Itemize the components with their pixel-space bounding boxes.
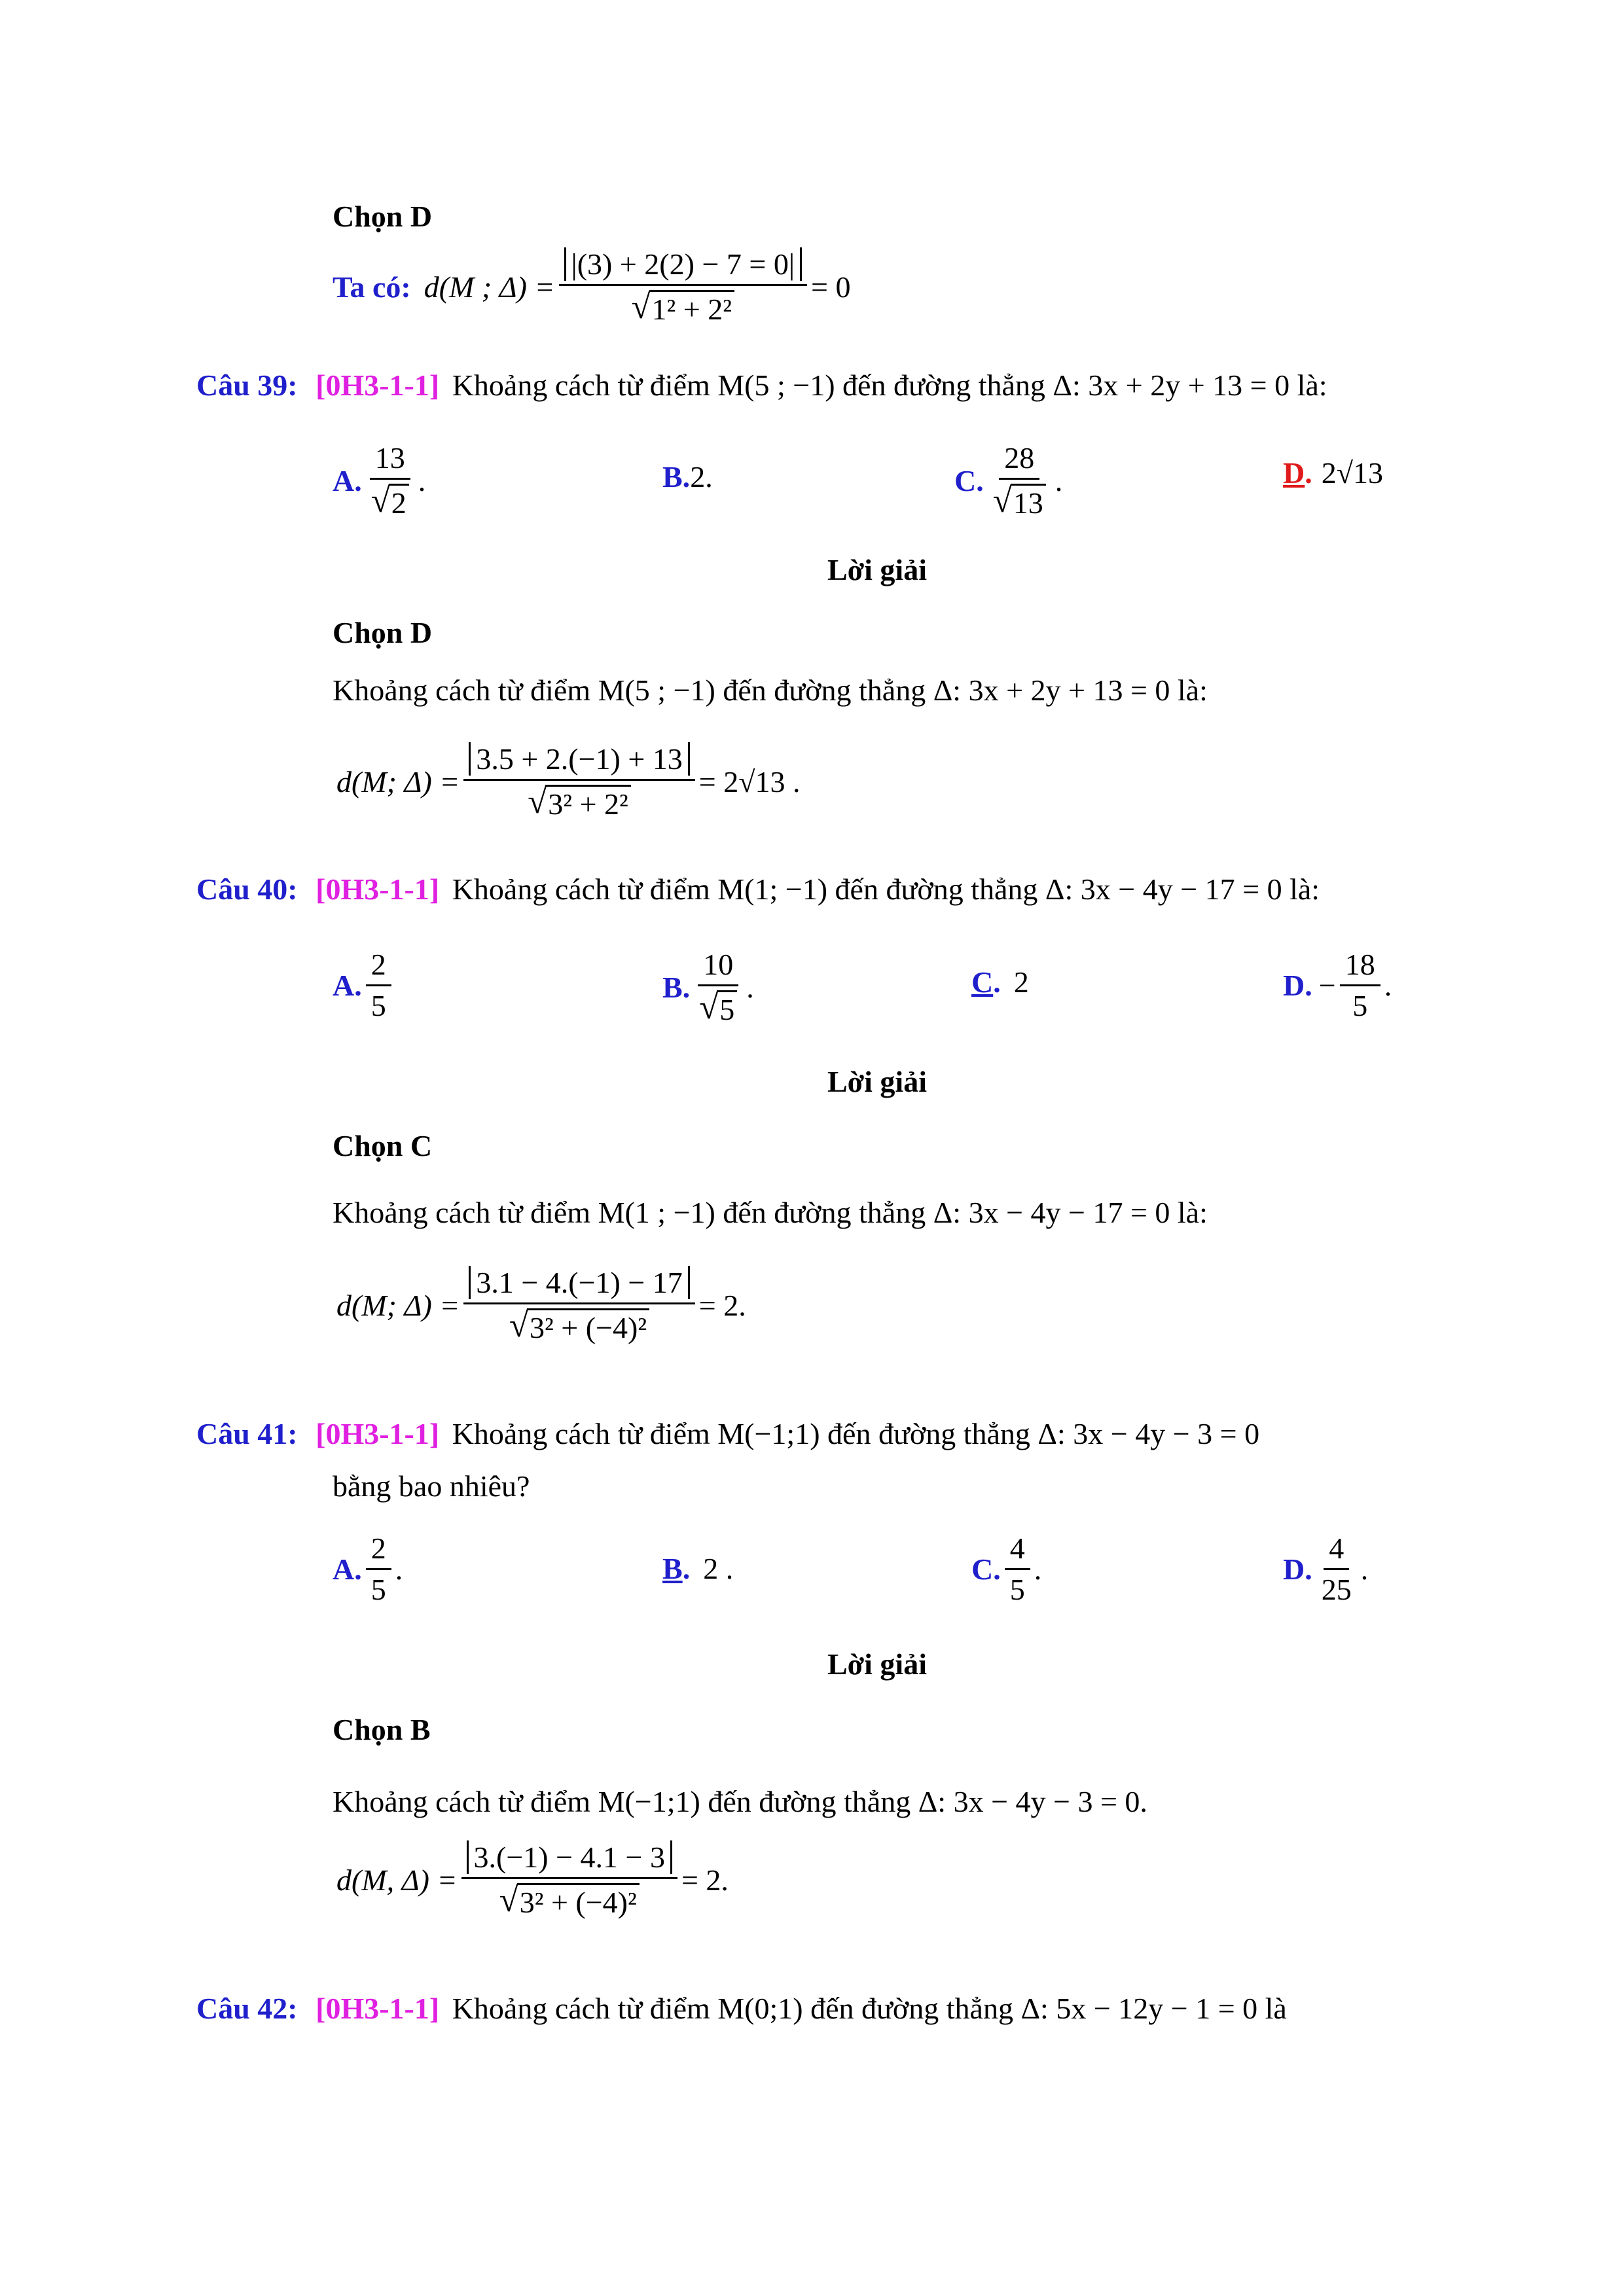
q40-solution-header: Lời giải <box>827 1065 927 1098</box>
q39-lhs: d(M; Δ) = <box>336 765 460 799</box>
q42-number: Câu 42: <box>196 1992 298 2025</box>
q39-text: Khoảng cách từ điểm M(5 ; −1) đến đường thẳng Δ: 3x + 2y + 13 = 0 là: <box>452 368 1327 402</box>
q39-c-den: 13 <box>1011 484 1046 520</box>
q41-b-label: B <box>662 1552 683 1585</box>
q41-option-d: D. $\frac{4}{25}$ . <box>1283 1532 1369 1607</box>
q41-c-den: 5 <box>1009 1573 1025 1607</box>
q39-a-num: 13 <box>370 442 410 480</box>
q40-a-num: 2 <box>366 949 391 986</box>
q41-rhs: = 2. <box>681 1863 729 1897</box>
q40-text: Khoảng cách từ điểm M(1; −1) đến đường thẳng Δ: 3x − 4y − 17 = 0 là: <box>452 872 1320 906</box>
prev-ta-co: Ta có: <box>333 270 411 304</box>
prev-formula <box>333 249 851 327</box>
q41-a-num: 2 <box>366 1533 391 1570</box>
q40-number: Câu 40: <box>196 872 298 906</box>
q41-d-label: D. <box>1283 1552 1312 1586</box>
q39-option-c: C. 28 √ 13 . <box>954 441 1063 520</box>
q41-a-den: 5 <box>370 1573 386 1607</box>
q41-c-num: 4 <box>1005 1533 1030 1570</box>
prev-den: 1² + 2² <box>649 290 735 327</box>
q39-d-val: 2√13 <box>1321 456 1383 490</box>
q39-line <box>196 370 1327 401</box>
q42-text: Khoảng cách từ điểm M(0;1) đến đường thẳng Δ: 5x − 12y − 1 = 0 là <box>452 1992 1287 2025</box>
prev-fraction: |(3) + 2(2) − 7 = 0| √ 1² + 2² <box>559 249 808 327</box>
q41-text2: bằng bao nhiêu? <box>333 1469 530 1503</box>
q39-c-label: C. <box>954 464 984 498</box>
q41-option-a: A. $\frac{2}{5}$ . <box>333 1532 403 1607</box>
q39-restate: Khoảng cách từ điểm M(5 ; −1) đến đường thẳng Δ: 3x + 2y + 13 = 0 là: <box>333 673 1208 707</box>
q39-choose: Chọn D <box>333 616 433 649</box>
prev-rhs: = 0 <box>811 270 851 304</box>
q39-solution-header: Lời giải <box>827 553 927 586</box>
q41-option-c: C. $\frac{4}{5}$ . <box>971 1532 1042 1607</box>
q40-a-label: A. <box>333 968 362 1002</box>
q40-b-label: B. <box>662 971 691 1005</box>
q41-num: 3.(−1) − 4.1 − 3 <box>467 1840 672 1874</box>
q40-c-label: C <box>971 965 994 999</box>
q41-lhs: d(M, Δ) = <box>336 1863 458 1897</box>
q40-a-den: 5 <box>370 989 386 1023</box>
q40-option-b: B. 10 √ 5 . <box>662 948 754 1027</box>
q39-number: Câu 39: <box>196 368 298 402</box>
q40-choose: Chọn C <box>333 1129 433 1162</box>
q39-den: 3² + 2² <box>545 785 631 821</box>
q40-restate: Khoảng cách từ điểm M(1 ; −1) đến đường thẳng Δ: 3x − 4y − 17 = 0 là: <box>333 1196 1208 1229</box>
q42-line <box>196 1994 1287 2024</box>
q40-option-a <box>333 949 395 1022</box>
q41-d-num: 4 <box>1324 1533 1349 1570</box>
q39-c-num: 28 <box>999 442 1039 480</box>
q39-formula: d(M; Δ) = 3.5 + 2.(−1) + 13 √ 3² + 2² = 2√13 . <box>336 742 801 821</box>
q39-b-val: 2. <box>690 460 713 493</box>
q39-a-label: A. <box>333 464 362 498</box>
q41-solution-header: Lời giải <box>827 1647 927 1681</box>
q40-den: 3² + (−4)² <box>527 1308 649 1345</box>
q42-code: [0H3-1-1] <box>316 1992 440 2025</box>
q40-option-c: C . 2 <box>971 965 1029 999</box>
q40-lhs: d(M; Δ) = <box>336 1289 460 1323</box>
q39-a-den: 2 <box>389 484 409 520</box>
q40-num: 3.1 − 4.(−1) − 17 <box>469 1266 689 1299</box>
prev-num: |(3) + 2(2) − 7 = 0| <box>564 247 803 281</box>
q39-option-a: A. 13 √ 2 . <box>333 441 426 520</box>
prev-choose: Chọn D <box>333 200 433 233</box>
q40-line <box>196 874 1320 905</box>
q39-code: [0H3-1-1] <box>316 368 440 402</box>
q40-rhs: = 2. <box>698 1289 746 1323</box>
q40-option-d: D. − $\frac{18}{5}$ . <box>1283 948 1392 1023</box>
q41-restate: Khoảng cách từ điểm M(−1;1) đến đường thẳng Δ: 3x − 4y − 3 = 0. <box>333 1785 1147 1818</box>
prev-lhs: d(M ; Δ) = <box>424 270 555 304</box>
q41-code: [0H3-1-1] <box>316 1417 440 1450</box>
q40-c-val: 2 <box>1013 965 1029 999</box>
q40-code: [0H3-1-1] <box>316 872 440 906</box>
q40-b-num: 10 <box>698 949 738 986</box>
q40-d-label: D. <box>1283 968 1312 1002</box>
q39-option-b <box>662 462 713 492</box>
q41-choose: Chọn B <box>333 1713 431 1746</box>
q39-num: 3.5 + 2.(−1) + 13 <box>469 742 689 776</box>
q39-rhs: = 2√13 . <box>698 765 801 799</box>
q40-d-num: 18 <box>1340 949 1380 986</box>
q40-d-den: 5 <box>1352 989 1368 1023</box>
q41-a-label: A. <box>333 1552 362 1586</box>
q40-formula: d(M; Δ) = 3.1 − 4.(−1) − 17 √ 3² + (−4)² = 2. <box>336 1266 746 1345</box>
q39-b-label: B. <box>662 460 691 493</box>
q39-d-label: D <box>1283 456 1305 490</box>
q41-den: 3² + (−4)² <box>517 1883 640 1920</box>
q40-b-den: 5 <box>717 990 737 1027</box>
q41-option-b: B . 2 . <box>662 1552 734 1585</box>
q41-b-val: 2 . <box>703 1552 734 1585</box>
q41-d-den: 25 <box>1321 1573 1352 1607</box>
q41-number: Câu 41: <box>196 1417 298 1450</box>
q41-line <box>196 1419 1259 1449</box>
q41-formula: d(M, Δ) = 3.(−1) − 4.1 − 3 √ 3² + (−4)² = 2. <box>336 1840 729 1920</box>
q41-c-label: C. <box>971 1552 1001 1586</box>
q39-option-d: D . 2√13 <box>1283 456 1383 490</box>
q41-text: Khoảng cách từ điểm M(−1;1) đến đường thẳng Δ: 3x − 4y − 3 = 0 <box>452 1417 1260 1450</box>
